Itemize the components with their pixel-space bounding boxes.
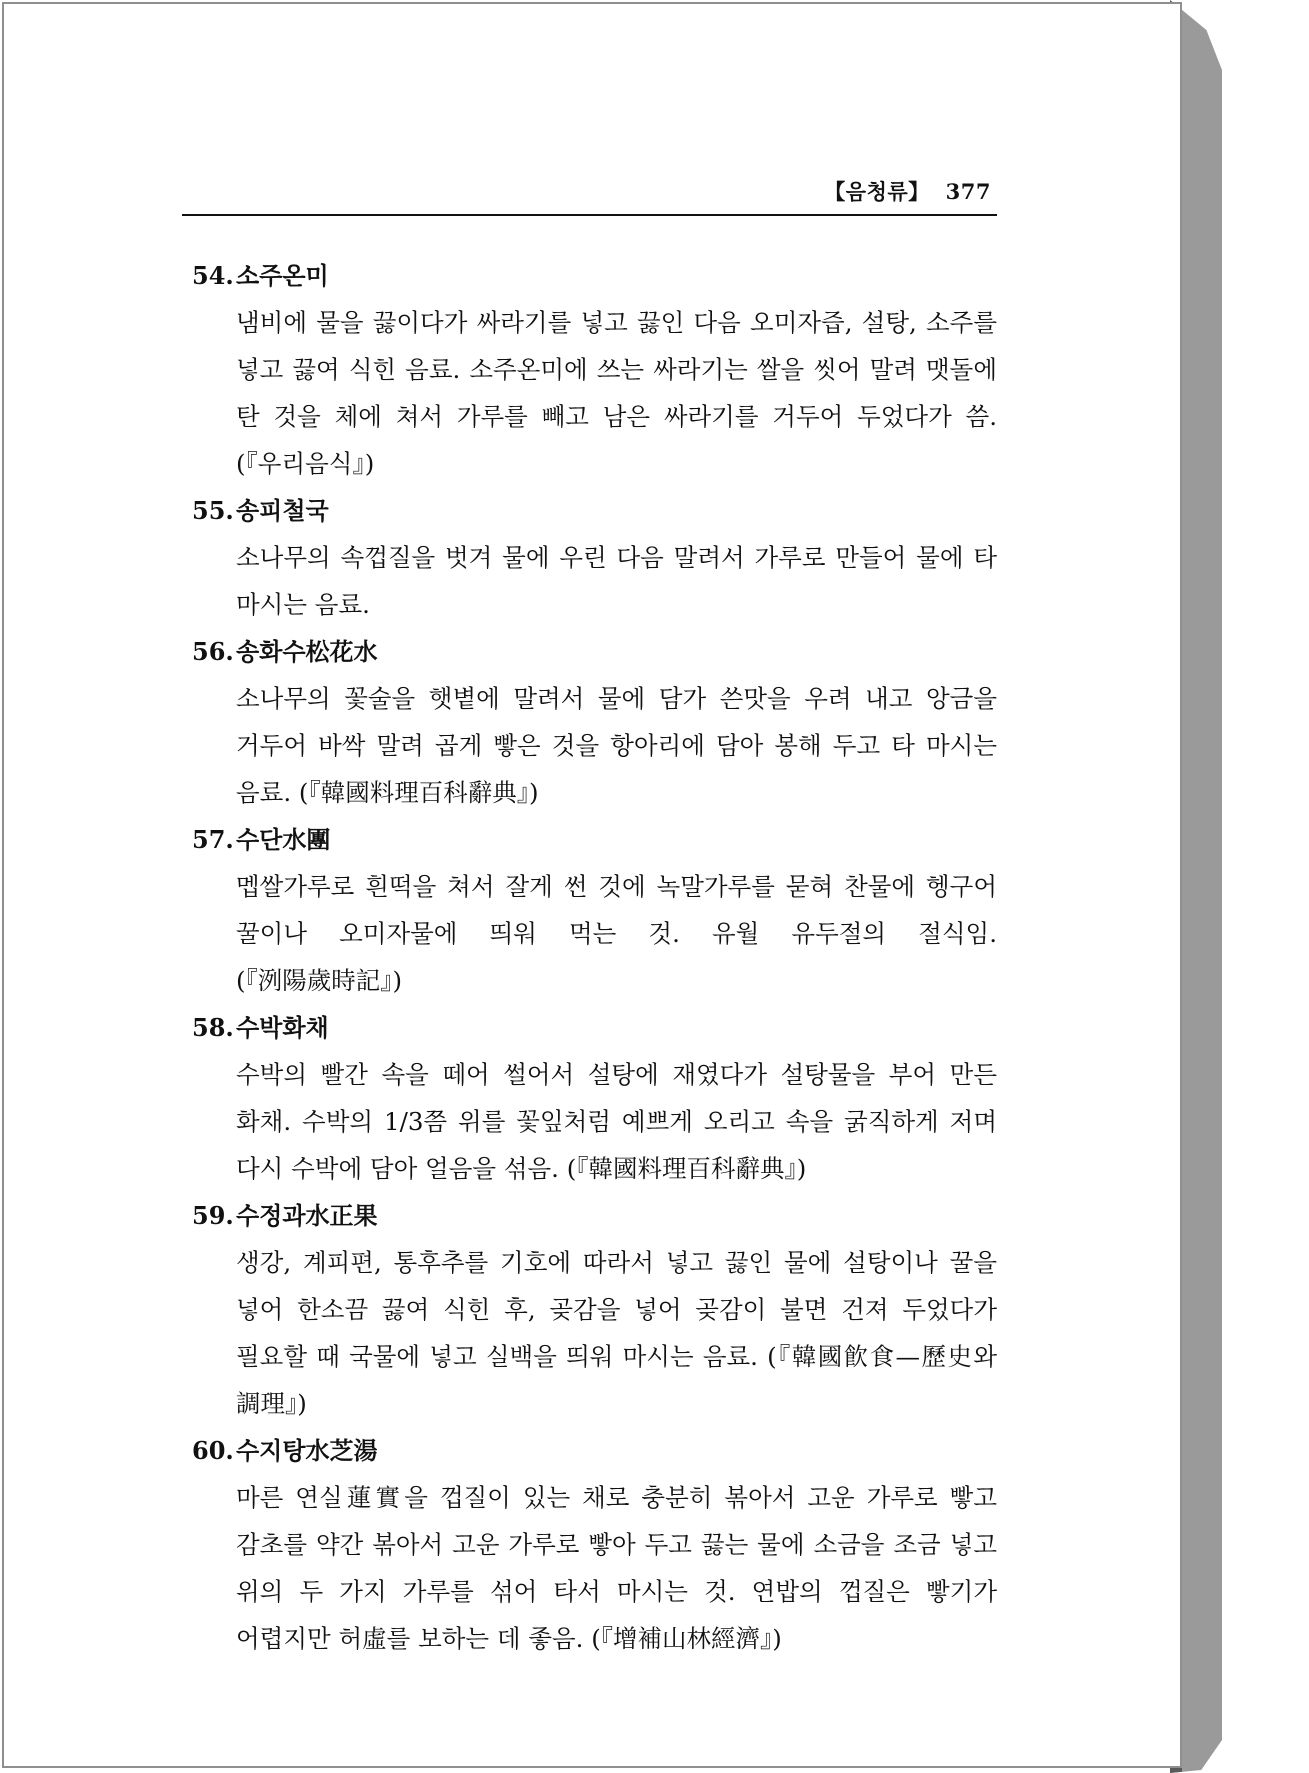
- entry-number: 55.: [192, 496, 234, 525]
- entry-description: 소나무의 꽃술을 햇볕에 말려서 물에 담가 쓴맛을 우려 내고 앙금을 거두어 바싹 말려 곱게 빻은 것을 항아리에 담아 봉해 두고 타 마시는 음료. (『韓國料理百科辭典』): [236, 684, 997, 807]
- entry-heading: [192, 252, 997, 299]
- header-text: [824, 176, 991, 206]
- entry-description: 소나무의 속껍질을 벗겨 물에 우린 다음 말려서 가루로 만들어 물에 타 마시는 음료.: [236, 543, 997, 619]
- entry-description: 마른 연실蓮實을 껍질이 있는 채로 충분히 볶아서 고운 가루로 빻고 감초를 약간 볶아서 고운 가루로 빻아 두고 끓는 물에 소금을 조금 넣고 위의 두 가지 가루를 섞어 타서 마시는 것. 연밥의 껍질은 빻기가 어렵지만 허虛를 보하는 데 좋음. (『增補山林經濟』): [236, 1483, 997, 1653]
- entry-heading: [192, 628, 997, 675]
- running-header: [182, 172, 997, 216]
- entry-title: 수지탕水芝湯: [236, 1436, 378, 1465]
- entry-58: [192, 1004, 997, 1192]
- entry-59: [192, 1192, 997, 1427]
- entry-57: [192, 816, 997, 1004]
- entry-title: 송화수松花水: [236, 637, 378, 666]
- entry-title: 송피철국: [236, 496, 329, 525]
- section-title: 【음청류】: [824, 179, 930, 204]
- entry-description: 수박의 빨간 속을 떼어 썰어서 설탕에 재였다가 설탕물을 부어 만든 화채. 수박의 1/3쯤 위를 꽃잎처럼 예쁘게 오리고 속을 굵직하게 저며 다시 수박에 담아 얼음을 섞음. (『韓國料理百科辭典』): [236, 1060, 997, 1183]
- entry-heading: [192, 1192, 997, 1239]
- book-page: [2, 2, 1182, 1768]
- entry-heading: [192, 816, 997, 863]
- entry-heading: [192, 1427, 997, 1474]
- entry-number: 57.: [192, 825, 234, 854]
- entry-title: 수단水團: [236, 825, 331, 854]
- entry-description: 생강, 계피편, 통후추를 기호에 따라서 넣고 끓인 물에 설탕이나 꿀을 넣어 한소끔 끓여 식힌 후, 곶감을 넣어 곶감이 불면 건져 두었다가 필요할 때 국물에 넣고 실백을 띄워 마시는 음료. (『韓國飮食—歷史와 調理』): [236, 1248, 997, 1418]
- entry-heading: [192, 487, 997, 534]
- entry-54: [192, 252, 997, 487]
- entry-title: 수정과水正果: [236, 1201, 378, 1230]
- entry-description: 멥쌀가루로 흰떡을 쳐서 잘게 썬 것에 녹말가루를 묻혀 찬물에 헹구어 꿀이나 오미자물에 띄워 먹는 것. 유월 유두절의 절식임. (『洌陽歲時記』): [236, 872, 997, 995]
- glossary-entries: [192, 252, 997, 1662]
- entry-56: [192, 628, 997, 816]
- entry-55: [192, 487, 997, 628]
- entry-description: 냄비에 물을 끓이다가 싸라기를 넣고 끓인 다음 오미자즙, 설탕, 소주를 넣고 끓여 식힌 음료. 소주온미에 쓰는 싸라기는 쌀을 씻어 말려 맷돌에 탄 것을 체에 쳐서 가루를 빼고 남은 싸라기를 거두어 두었다가 씀. (『우리음식』): [236, 308, 997, 478]
- entry-number: 59.: [192, 1201, 234, 1230]
- page-number: 377: [945, 179, 991, 204]
- entry-60: [192, 1427, 997, 1662]
- entry-title: 수박화채: [236, 1013, 329, 1042]
- entry-number: 54.: [192, 261, 234, 290]
- entry-number: 56.: [192, 637, 234, 666]
- entry-number: 58.: [192, 1013, 234, 1042]
- entry-number: 60.: [192, 1436, 234, 1465]
- entry-heading: [192, 1004, 997, 1051]
- entry-title: 소주온미: [236, 261, 329, 290]
